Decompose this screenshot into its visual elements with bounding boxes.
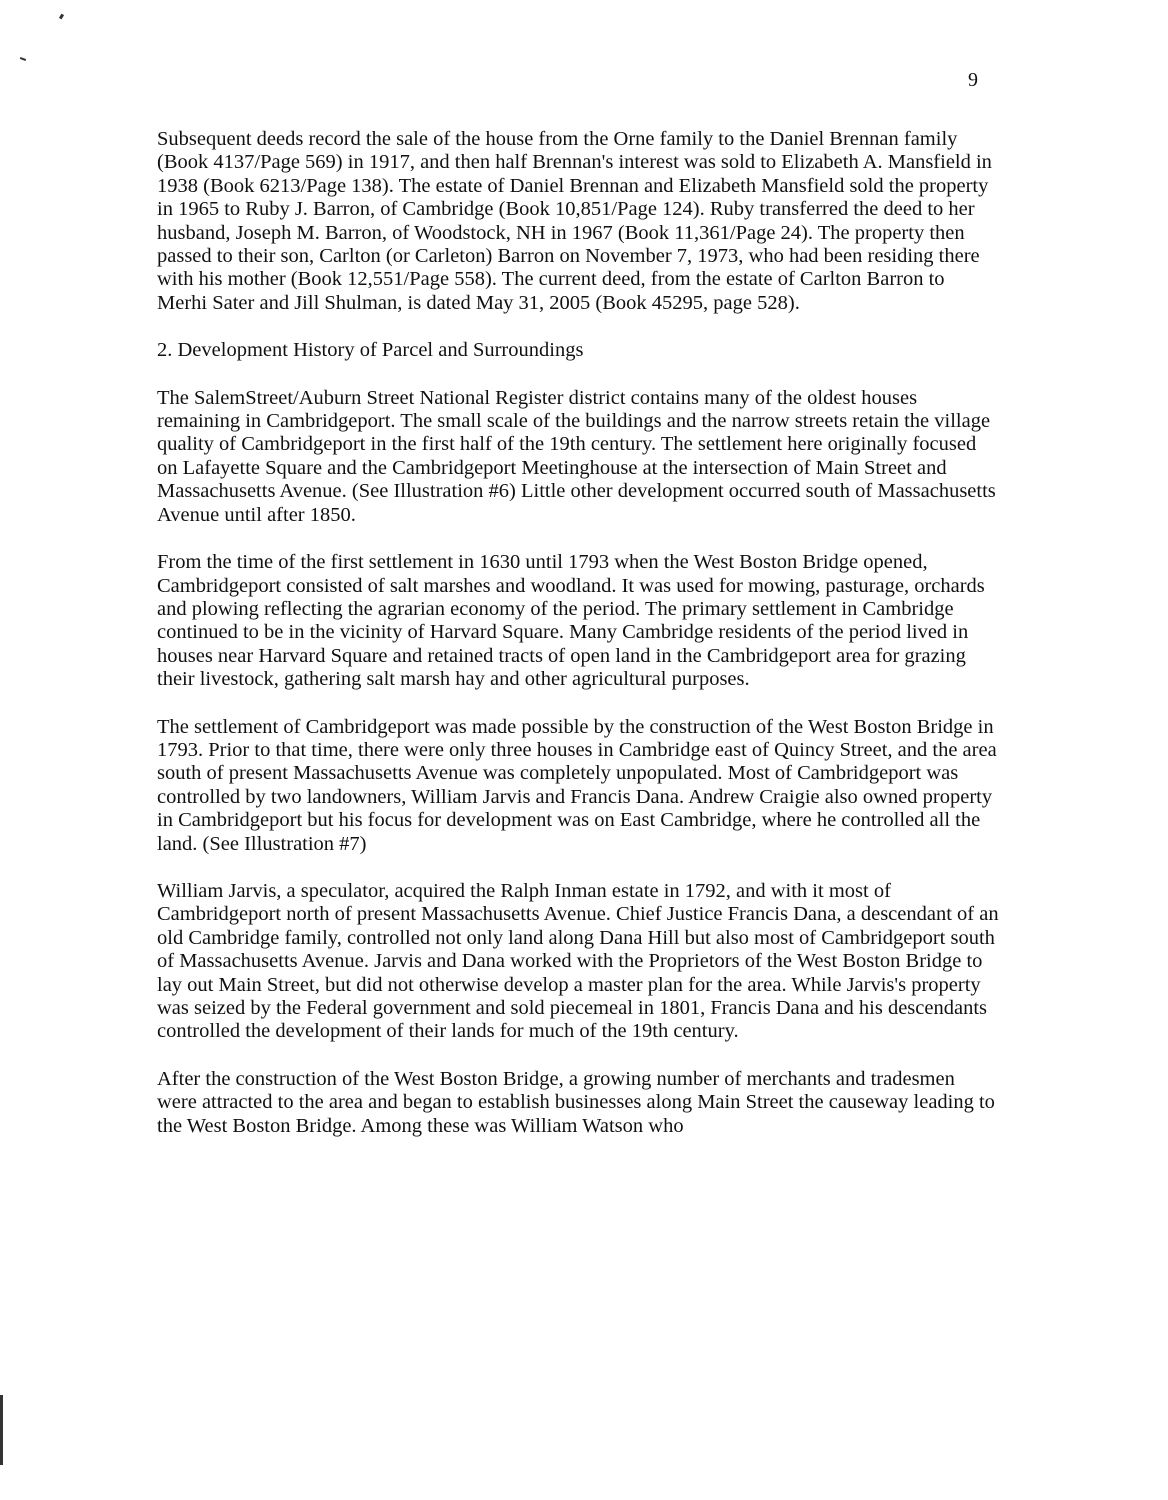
section-heading: 2. Development History of Parcel and Surroundings xyxy=(157,339,584,362)
scan-speck xyxy=(20,57,26,61)
scan-edge-mark xyxy=(0,1395,3,1465)
page-number: 9 xyxy=(968,69,978,91)
scan-speck xyxy=(59,14,64,20)
paragraph-deed-history: Subsequent deeds record the sale of the house from the Orne family to the Daniel Brennan family (Book 4137/Page 569) in 1917, and then half Brennan's interest was sold to Elizabeth A. Mansfield in 1938 (Book 6213/Page 138). The estate of Daniel Brennan and Elizabeth Mansfield sold the property in 1965 to Ruby J. Barron, of Cambridge (Book 10,851/Page 124). Ruby transferred the deed to her husband, Joseph M. Barron, of Woodstock, NH in 1967 (Book 11,361/Page 24). The property then passed to their son, Carlton (or Carleton) Barron on November 7, 1973, who had been residing there with his mother (Book 12,551/Page 558). The current deed, from the estate of Carlton Barron to Merhi Sater and Jill Shulman, is dated May 31, 2005 (Book 45295, page 528). xyxy=(157,128,992,314)
document-body xyxy=(157,128,999,1162)
paragraph-jarvis-dana: William Jarvis, a speculator, acquired the Ralph Inman estate in 1792, and with it most of Cambridgeport north of present Massachusetts Avenue. Chief Justice Francis Dana, a descendant of an old Cambridge family, controlled not only land along Dana Hill but also most of Cambridgeport south of Massachusetts Avenue. Jarvis and Dana worked with the Proprietors of the West Boston Bridge to lay out Main Street, but did not otherwise develop a master plan for the area. While Jarvis's property was seized by the Federal government and sold piecemeal in 1801, Francis Dana and his descendants controlled the development of their lands for much of the 19th century. xyxy=(157,879,999,1043)
paragraph-merchants: After the construction of the West Boston Bridge, a growing number of merchants and tradesmen were attracted to the area and began to establish businesses along Main Street the causeway leading to the West Boston Bridge. Among these was William Watson who xyxy=(157,1067,995,1137)
paragraph-west-boston-bridge: The settlement of Cambridgeport was made possible by the construction of the West Boston Bridge in 1793. Prior to that time, there were only three houses in Cambridge east of Quincy Street, and the area south of present Massachusetts Avenue was completely unpopulated. Most of Cambridgeport was controlled by two landowners, William Jarvis and Francis Dana. Andrew Craigie also owned property in Cambridgeport but his focus for development was on East Cambridge, where he controlled all the land. (See Illustration #7) xyxy=(157,715,997,855)
paragraph-national-register-district: The SalemStreet/Auburn Street National Register district contains many of the oldest houses remaining in Cambridgeport. The small scale of the buildings and the narrow streets retain the village quality of Cambridgeport in the first half of the 19th century. The settlement here originally focused on Lafayette Square and the Cambridgeport Meetinghouse at the intersection of Main Street and Massachusetts Avenue. (See Illustration #6) Little other development occurred south of Massachusetts Avenue until after 1850. xyxy=(157,386,996,526)
paragraph-early-settlement: From the time of the first settlement in 1630 until 1793 when the West Boston Bridge opened, Cambridgeport consisted of salt marshes and woodland. It was used for mowing, pasturage, orchards and plowing reflecting the agrarian economy of the period. The primary settlement in Cambridge continued to be in the vicinity of Harvard Square. Many Cambridge residents of the period lived in houses near Harvard Square and retained tracts of open land in the Cambridgeport area for grazing their livestock, gathering salt marsh hay and other agricultural purposes. xyxy=(157,551,985,691)
